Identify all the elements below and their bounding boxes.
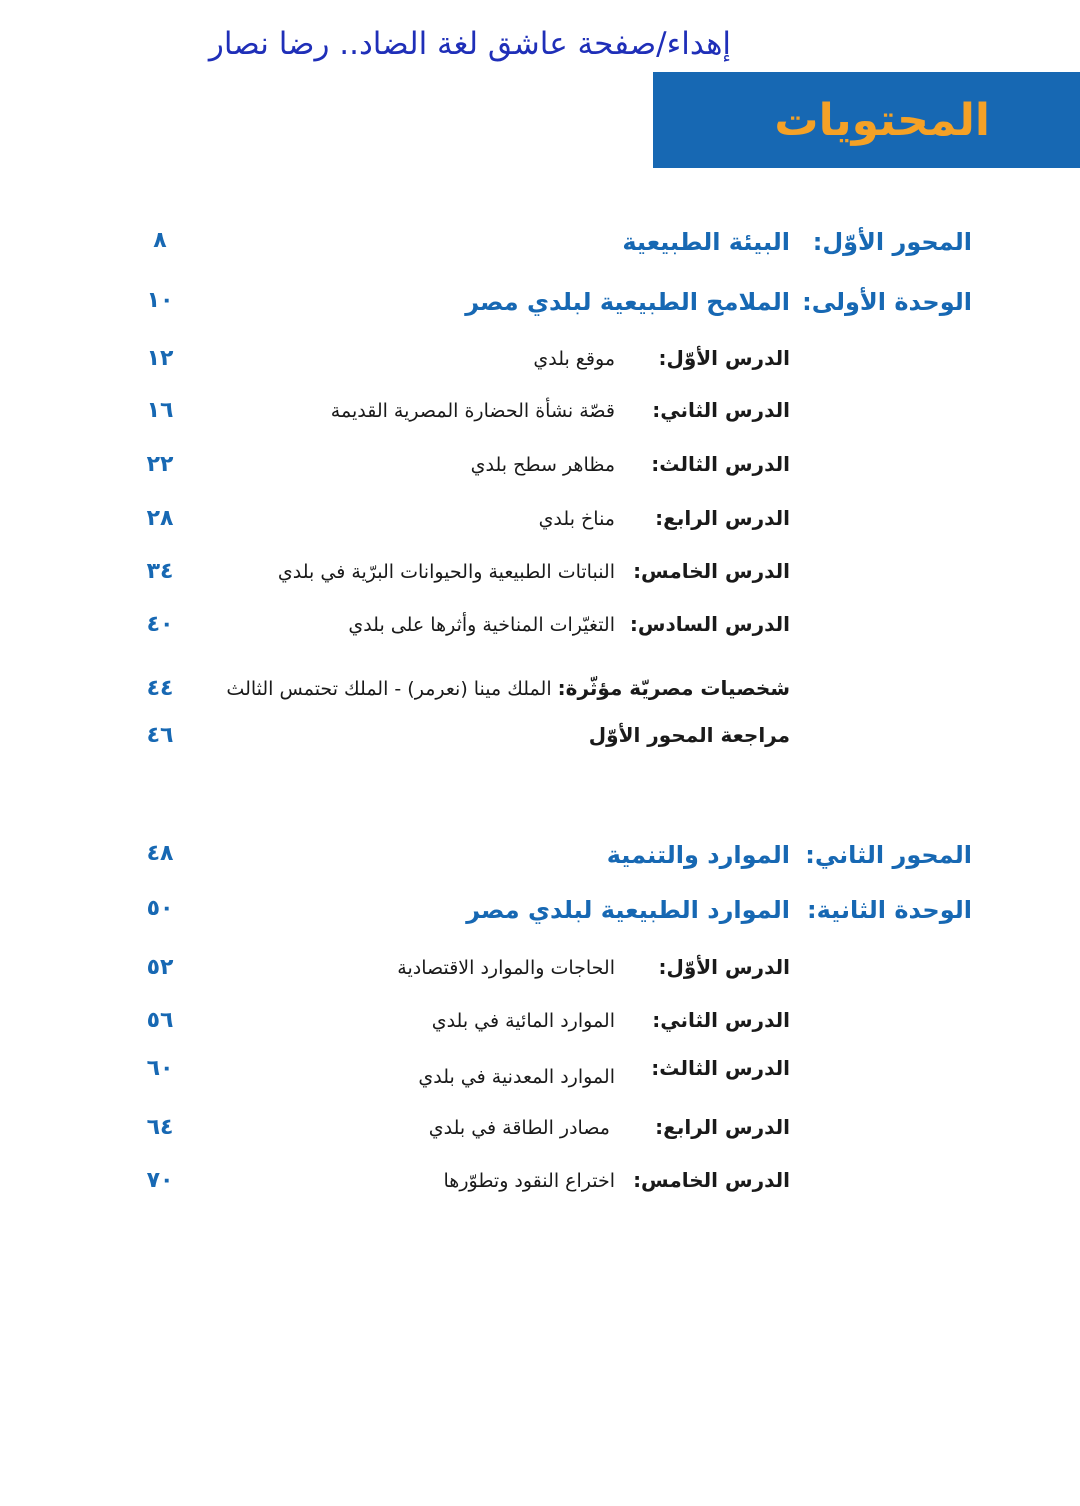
toc-review-1 xyxy=(0,723,1080,763)
toc-lesson xyxy=(0,1168,1080,1208)
toc-lesson xyxy=(0,1008,1080,1048)
lesson-title: النباتات الطبيعية والحيوانات البرّية في بلدي xyxy=(277,561,615,583)
lesson-title: الحاجات والموارد الاقتصادية xyxy=(397,957,615,979)
toc-lesson xyxy=(0,506,1080,546)
lesson-title: التغيّرات المناخية وأثرها على بلدي xyxy=(348,614,615,636)
toc-figures xyxy=(0,676,1080,716)
lesson-label: الدرس الأوّل: xyxy=(658,346,790,370)
lesson-label: الدرس الثاني: xyxy=(652,398,790,422)
page-number: ٤٦ xyxy=(146,723,174,748)
page-number: ٣٤ xyxy=(146,559,174,584)
dedication-text: إهداء/صفحة عاشق لغة الضاد.. رضا نصار xyxy=(208,26,732,62)
review-title: مراجعة المحور الأوّل xyxy=(588,723,790,747)
lesson-label: الدرس الأوّل: xyxy=(658,955,790,979)
lesson-label: الدرس الثالث: xyxy=(651,1056,790,1080)
lesson-title: قصّة نشأة الحضارة المصرية القديمة xyxy=(330,400,615,422)
toc-lesson xyxy=(0,955,1080,995)
lesson-label: الدرس الخامس: xyxy=(633,559,790,583)
lesson-label: الدرس السادس: xyxy=(629,612,790,636)
page-number: ٨ xyxy=(153,228,167,253)
toc-lesson xyxy=(0,1115,1080,1155)
toc-lesson xyxy=(0,346,1080,386)
axis-label: المحور الأوّل: xyxy=(812,228,972,256)
figures-title: الملك مينا (نعرمر) - الملك تحتمس الثالث xyxy=(226,678,552,700)
unit-title: الموارد الطبيعية لبلدي مصر xyxy=(466,896,790,924)
toc-axis-1 xyxy=(0,228,1080,268)
axis-title: الموارد والتنمية xyxy=(606,841,790,869)
page-number: ٧٠ xyxy=(146,1168,174,1193)
page-number: ١٠ xyxy=(146,288,174,313)
page-number: ٥٠ xyxy=(146,896,174,921)
toc-unit-1 xyxy=(0,288,1080,328)
unit-title: الملامح الطبيعية لبلدي مصر xyxy=(465,288,790,316)
lesson-title: مصادر الطاقة في بلدي xyxy=(428,1117,610,1139)
unit-label: الوحدة الأولى: xyxy=(802,288,972,316)
axis-title: البيئة الطبيعية xyxy=(622,228,790,256)
lesson-title: اختراع النقود وتطوّرها xyxy=(443,1170,615,1192)
page-number: ٤٤ xyxy=(146,676,174,701)
title-banner xyxy=(653,72,1080,168)
figures-entry xyxy=(226,676,790,700)
page-number: ٥٦ xyxy=(146,1008,174,1033)
lesson-label: الدرس الثالث: xyxy=(651,452,790,476)
lesson-title: مناخ بلدي xyxy=(538,508,615,530)
lesson-title: مظاهر سطح بلدي xyxy=(470,454,615,476)
toc-axis-2 xyxy=(0,841,1080,881)
page-title: المحتويات xyxy=(774,94,990,146)
lesson-label: الدرس الخامس: xyxy=(633,1168,790,1192)
page-number: ٦٤ xyxy=(146,1115,174,1140)
toc-lesson xyxy=(0,452,1080,492)
toc-lesson xyxy=(0,398,1080,438)
page-number: ٢٨ xyxy=(146,506,174,531)
lesson-label: الدرس الثاني: xyxy=(652,1008,790,1032)
lesson-title: الموارد المائية في بلدي xyxy=(431,1010,615,1032)
toc-lesson xyxy=(0,1056,1080,1096)
page-number: ١٦ xyxy=(146,398,174,423)
page-number: ٦٠ xyxy=(146,1056,174,1081)
lesson-title: الموارد المعدنية في بلدي xyxy=(418,1066,615,1088)
lesson-label: الدرس الرابع: xyxy=(655,506,790,530)
page-number: ٤٨ xyxy=(146,841,174,866)
toc-unit-2 xyxy=(0,896,1080,936)
axis-label: المحور الثاني: xyxy=(805,841,972,869)
unit-label: الوحدة الثانية: xyxy=(807,896,972,924)
lesson-label: الدرس الرابع: xyxy=(655,1115,790,1139)
lesson-title: موقع بلدي xyxy=(533,348,615,370)
page-number: ٤٠ xyxy=(146,612,174,637)
page-number: ٢٢ xyxy=(146,452,174,477)
toc-lesson xyxy=(0,559,1080,599)
page-number: ٥٢ xyxy=(146,955,174,980)
toc-lesson xyxy=(0,612,1080,652)
figures-label: شخصيات مصريّة مؤثّرة: xyxy=(557,676,790,700)
page-number: ١٢ xyxy=(146,346,174,371)
